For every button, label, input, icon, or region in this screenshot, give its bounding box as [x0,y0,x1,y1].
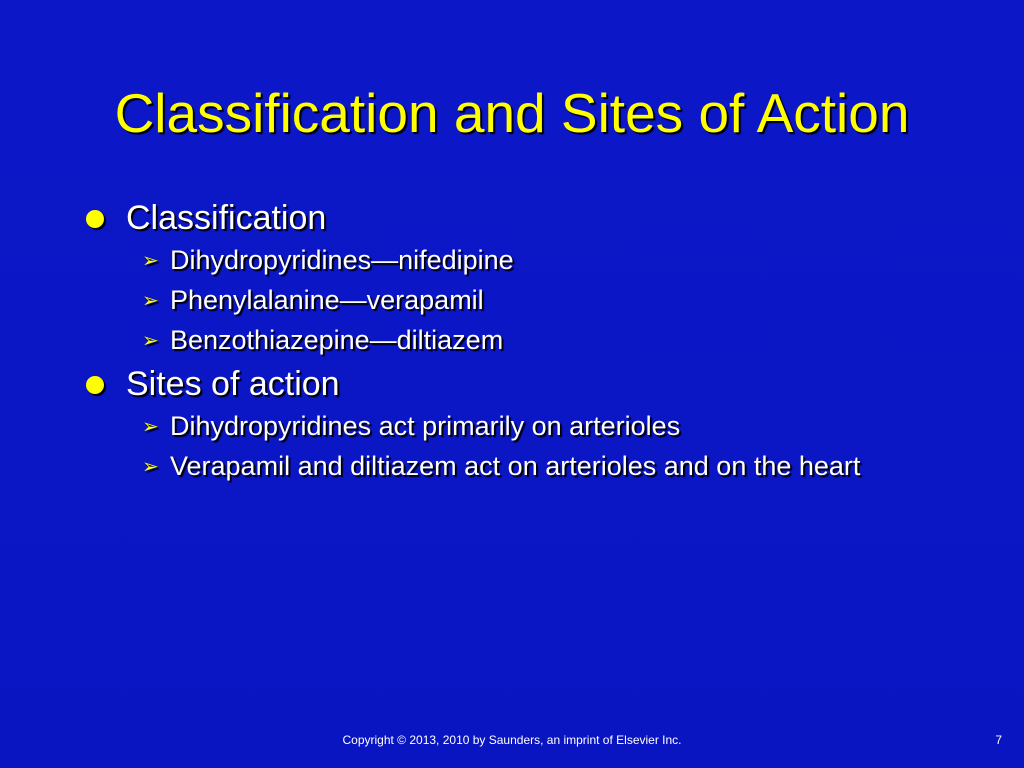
slide-content [86,196,926,486]
sub-bullet-text: Verapamil and diltiazem act on arterioles and on the heart [170,451,861,481]
sub-bullet-text: Dihydropyridines act primarily on arterioles [170,411,681,441]
sub-bullet-item [86,406,926,446]
arrowhead-bullet-icon: ➢ [142,288,159,312]
sub-bullet-text: Dihydropyridines—nifedipine [170,245,514,275]
sub-bullet-text: Benzothiazepine—diltiazem [170,325,504,355]
arrowhead-bullet-icon: ➢ [142,248,159,272]
bullet-heading: Sites of action [126,365,340,403]
bullet-classification [86,196,926,240]
sub-bullet-item [86,446,926,486]
circle-bullet-icon [86,376,104,394]
copyright-footer: Copyright © 2013, 2010 by Saunders, an imprint of Elsevier Inc. [342,733,682,747]
slide-title: Classification and Sites of Action [114,82,910,144]
sub-bullet-item [86,280,926,320]
sub-bullet-item [86,320,926,360]
arrowhead-bullet-icon: ➢ [142,454,159,478]
arrowhead-bullet-icon: ➢ [142,328,159,352]
page-number: 7 [995,733,1002,747]
bullet-sites-of-action [86,362,926,406]
bullet-heading: Classification [126,199,327,237]
sub-bullet-item [86,240,926,280]
sub-bullet-text: Phenylalanine—verapamil [170,285,484,315]
arrowhead-bullet-icon: ➢ [142,414,159,438]
circle-bullet-icon [86,210,104,228]
